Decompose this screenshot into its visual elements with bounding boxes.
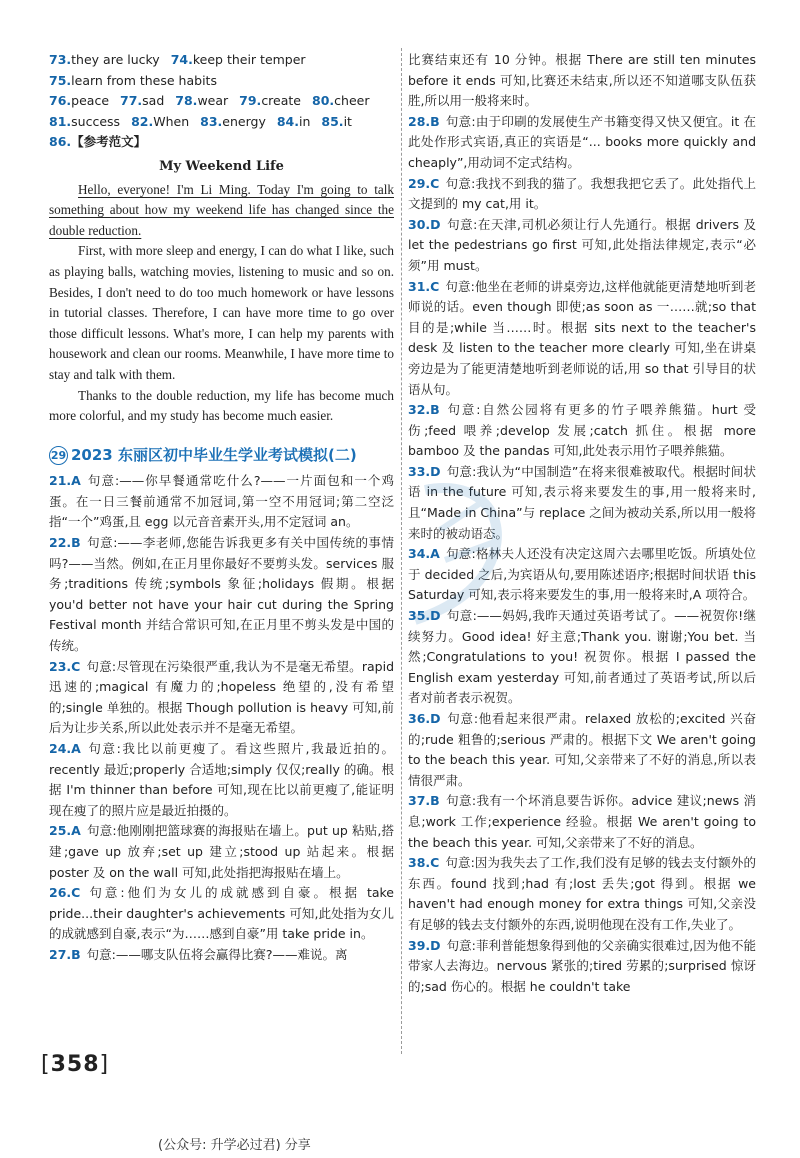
answer-number: 83. <box>200 113 223 129</box>
answer-text: in <box>299 113 311 129</box>
left-column <box>49 50 394 966</box>
answer-number: 79. <box>239 93 262 109</box>
question-explanation <box>408 112 756 174</box>
explanation-text: 句意:由于印刷的发展使生产书籍变得又快又便宜。it 在此处作形式宾语,真正的宾语是“... books more quickly and cheaply”,用动词不定式结构。 <box>408 113 756 170</box>
section-title: 2023 东丽区初中毕业生学业考试模拟(二) <box>71 445 357 464</box>
page-number: [358] <box>41 1052 110 1077</box>
question-explanation <box>408 853 756 935</box>
answer-number: 73. <box>49 52 72 67</box>
answer-number: 78. <box>175 93 198 109</box>
question-explanation <box>49 471 394 533</box>
essay-paragraph-1-text: Hello, everyone! I'm Li Ming. Today I'm going to talk something about how my weekend life has changed since the double reduction. <box>49 181 394 238</box>
question-answer: 26.C <box>49 885 81 901</box>
answer-number: 84. <box>276 113 299 129</box>
question-explanation <box>49 945 394 966</box>
answer-number: 77. <box>120 93 143 109</box>
answer-text: keep their temper <box>192 52 306 67</box>
answer-row <box>49 91 394 112</box>
explanation-text: 句意:——李老师,您能告诉我更多有关中国传统的事情吗?——当然。例如,在正月里你最好不要剪头发。services 服务;traditions 传统;symbols 象征;holidays 假期。根据 you'd better not have your hair cut during the Spring Festival month 并结合常识可知,在正月里不剪头发是中国的传统。 <box>49 535 394 654</box>
answer-number: 74. <box>170 52 193 67</box>
question-explanation <box>49 739 394 821</box>
question-answer: 36.D <box>408 711 441 726</box>
explanation-text: 句意:在天津,司机必须让行人先通行。根据 drivers 及 let the pedestrians go first 可知,此处指法律规定,表示“必须”用 must。 <box>408 216 756 273</box>
question-explanation <box>408 277 756 401</box>
essay-label-text: 【参考范文】 <box>71 134 147 150</box>
page-number-value: 358 <box>50 1052 100 1077</box>
left-question-list <box>49 471 394 965</box>
answer-text: sad <box>142 93 165 109</box>
question-explanation <box>408 709 756 791</box>
explanation-text: 句意:我认为“中国制造”在将来很难被取代。根据时间状语 in the future 可知,表示将来要发生的事,用一般将来时,且“Made in China”与 replace 之间为被动关系,所以用一般将来时的被动语态。 <box>408 463 756 541</box>
essay-paragraph-1 <box>49 180 394 242</box>
answer-text: they are lucky <box>71 52 160 67</box>
question-explanation <box>408 174 756 215</box>
question-explanation <box>408 936 756 998</box>
answer-text: peace <box>71 93 110 109</box>
essay-title: My Weekend Life <box>159 158 284 174</box>
answer-number: 81. <box>49 113 72 129</box>
answer-text: success <box>71 113 121 129</box>
explanation-text: 句意:——哪支队伍将会赢得比赛?——难说。离 <box>86 946 348 962</box>
question-answer: 24.A <box>49 741 81 756</box>
question-answer: 39.D <box>408 937 441 953</box>
model-essay <box>49 157 394 427</box>
answer-text: learn from these habits <box>71 72 217 88</box>
explanation-text: 句意:他们为女儿的成就感到自豪。根据 take pride...their daughter's achievements 可知,此处指为女儿的成就感到自豪,表示“为……感到自豪”用 take pride in。 <box>49 885 394 942</box>
question-explanation <box>408 791 756 853</box>
essay-paragraph-3: Thanks to the double reduction, my life has become much more colorful, and my study has become much easier. <box>49 387 394 424</box>
explanation-text: 句意:我有一个坏消息要告诉你。advice 建议;news 消息;work 工作;experience 经验。根据 We aren't going to the beach this year. 可知,父亲带来了不好的消息。 <box>408 793 756 850</box>
question-explanation <box>408 215 756 277</box>
answer-text: When <box>153 113 190 129</box>
question-answer: 30.D <box>408 216 441 232</box>
question-answer: 29.C <box>408 175 440 191</box>
explanation-text: 句意:他坐在老师的讲桌旁边,这样他就能更清楚地听到老师说的话。even though 即使;as soon as 一……就;so that 目的是;while 当……时。根据 sits next to the teacher's desk 及 listen to the teacher more clearly 可知,坐在讲桌旁边是为了能更清楚地听到老师说的话,用 so that 引导目的状语从句。 <box>408 278 756 397</box>
answer-text: cheer <box>334 93 370 109</box>
footer-note: (公众号: 升学必过君) 分享 <box>158 1138 311 1153</box>
answer-text: energy <box>222 113 266 129</box>
question-explanation <box>49 821 394 883</box>
answer-text: it <box>343 113 352 129</box>
essay-number: 86. <box>49 134 72 150</box>
explanation-text: 句意:我找不到我的猫了。我想我把它丢了。此处指代上文提到的 my cat,用 it。 <box>408 175 756 212</box>
question-answer: 33.D <box>408 463 441 479</box>
question-explanation <box>49 657 394 739</box>
essay-label <box>49 132 394 153</box>
explanation-text: 句意:他刚刚把篮球赛的海报贴在墙上。put up 粘贴,搭建;gave up 放弃;set up 建立;stood up 站起来。根据 poster 及 on the wall 可知,此处指把海报贴在墙上。 <box>49 823 394 880</box>
question-answer: 31.C <box>408 278 440 294</box>
explanation-text: 句意:自然公园将有更多的竹子喂养熊猫。hurt 受伤;feed 喂养;develop 发展;catch 抓住。根据 more bamboo 及 the pandas 可知,此处表示用竹子喂养熊猫。 <box>408 402 756 459</box>
explanation-text: 句意:——妈妈,我昨天通过英语考试了。——祝贺你!继续努力。Good idea! 好主意;Thank you. 谢谢;You bet. 当然;Congratulations to you! 祝贺你。根据 I passed the English exam yesterday 可知,前者通过了英语考试,所以后者对前者表示祝贺。 <box>408 608 756 706</box>
watermark-logo-icon <box>385 470 535 640</box>
answer-text: create <box>261 93 301 109</box>
answer-number: 85. <box>321 113 344 129</box>
explanation-text: 句意:菲利普能想象得到他的父亲确实很难过,因为他不能带家人去海边。nervous 紧张的;tired 劳累的;surprised 惊讶的;sad 伤心的。根据 he couldn't take <box>408 937 756 994</box>
explanation-text: 句意:因为我失去了工作,我们没有足够的钱去支付额外的东西。found 找到;had 有;lost 丢失;got 得到。根据 we haven't had enough money for extra things 可知,父亲没有足够的钱去支付额外的东西,说明他现在没有工作,失业了。 <box>408 855 756 932</box>
answer-row <box>49 112 394 133</box>
question-answer: 27.B <box>49 946 81 962</box>
answer-number: 80. <box>312 93 335 109</box>
question-explanation <box>49 883 394 945</box>
answer-row <box>49 50 394 71</box>
essay-paragraph-2: First, with more sleep and energy, I can do what I like, such as playing balls, watching movies, listening to music and so on. Besides, I don't need to do too much homework or have lessons in tutorial classes. Therefore, I can have more time to go over those difficult lessons. What's more, I can help my parents with housework and clean our rooms. Meanwhile, I have more time to stay and talk with them. <box>49 243 394 382</box>
question-answer: 28.B <box>408 113 440 129</box>
answer-text: wear <box>197 93 229 109</box>
answer-number: 75. <box>49 72 72 88</box>
explanation-text: 句意:——你早餐通常吃什么?——一片面包和一个鸡蛋。在一日三餐前通常不加冠词,第一空不用冠词;第二空泛指“一个”鸡蛋,且 egg 以元音音素开头,用不定冠词 an。 <box>49 473 394 530</box>
explanation-text: 句意:尽管现在污染很严重,我认为不是毫无希望。rapid 迅速的;magical 有魔力的;hopeless 绝望的,没有希望的;single 单独的。根据 Though pollution is heavy 可知,前后为让步关系,所以此处表示并不是毫无希望。 <box>49 658 394 736</box>
question-answer: 38.C <box>408 855 440 871</box>
answer-number: 82. <box>131 113 154 129</box>
question-answer: 21.A <box>49 473 81 489</box>
question-answer: 22.B <box>49 535 81 551</box>
explanation-text: 句意:他看起来很严肃。relaxed 放松的;excited 兴奋的;rude 粗鲁的;serious 严肃的。根据下文 We aren't going to the beach this year. 可知,父亲带来了不好的消息,所以表情很严肃。 <box>408 711 756 788</box>
section-number: 29 <box>49 446 68 465</box>
question-answer: 35.D <box>408 608 441 624</box>
question-explanation <box>408 400 756 462</box>
explanation-text: 句意:我比以前更瘦了。看这些照片,我最近拍的。recently 最近;properly 合适地;simply 仅仅;really 的确。根据 I'm thinner than before 可知,现在比以前更瘦了,能证明现在瘦了的照片应是最近拍摄的。 <box>49 741 394 818</box>
explanation-text: 句意:格林夫人还没有决定这周六去哪里吃饭。所填处位于 decided 之后,为宾语从句,要用陈述语序;根据时间状语 this Saturday 可知,表示将来要发生的事,用一般将来时,A 项符合。 <box>408 546 756 603</box>
question-answer: 23.C <box>49 658 81 674</box>
question-answer: 37.B <box>408 793 440 809</box>
answer-row <box>49 71 394 92</box>
question-answer: 25.A <box>49 823 81 839</box>
section-heading <box>49 445 394 466</box>
answer-number: 76. <box>49 93 72 109</box>
question-answer: 34.A <box>408 546 440 562</box>
continued-explanation: 比赛结束还有 10 分钟。根据 There are still ten minutes before it ends 可知,比赛还未结束,所以还不知道哪支队伍获胜,所以用一般将来时。 <box>408 52 756 109</box>
question-explanation <box>49 533 394 657</box>
question-answer: 32.B <box>408 402 440 418</box>
